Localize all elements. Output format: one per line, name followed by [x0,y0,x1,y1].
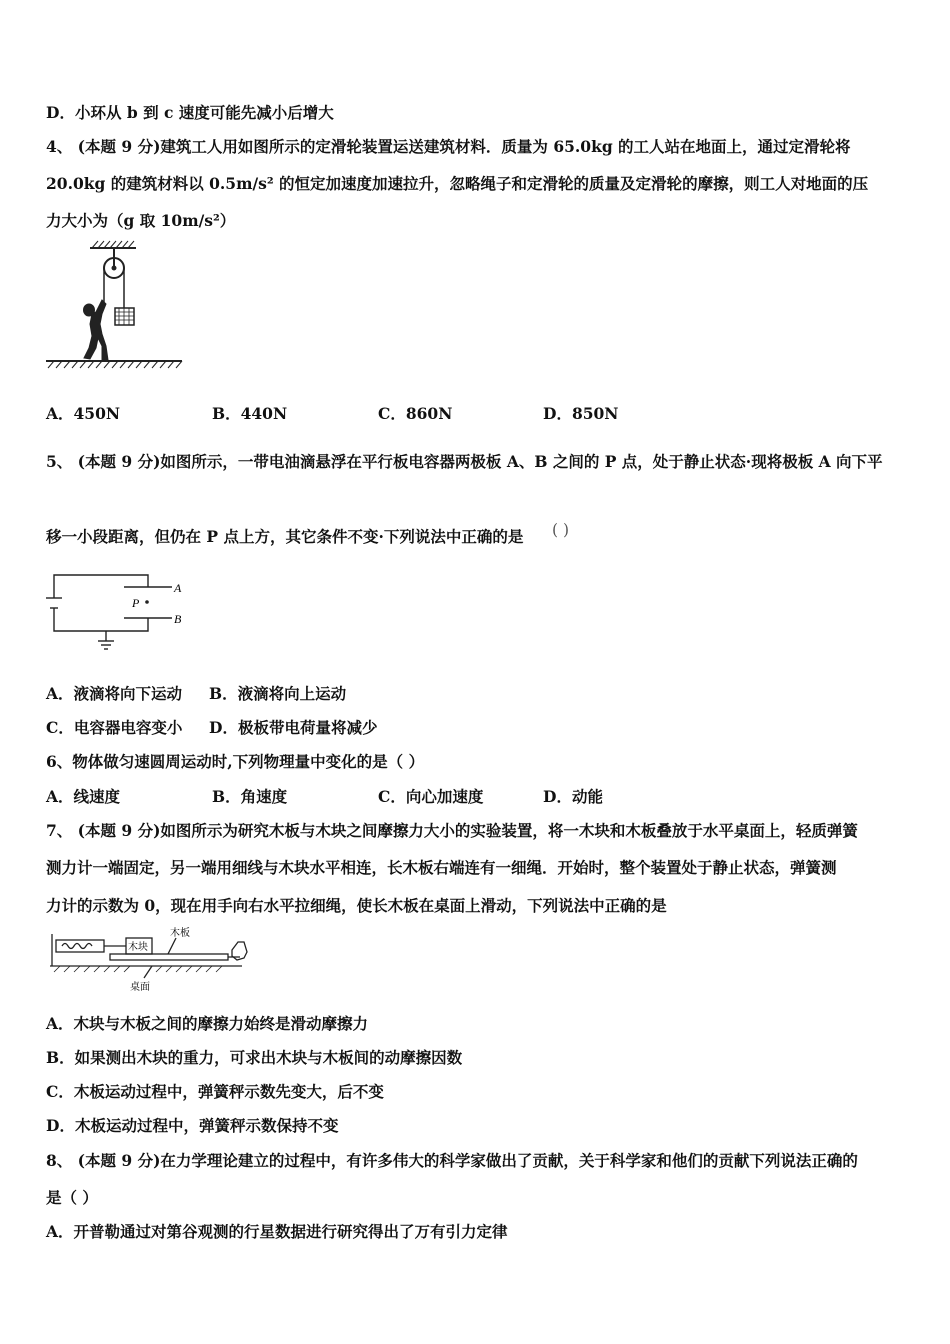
friction-experiment-figure [46,926,250,996]
q6-text-line1: 6、物体做匀速圆周运动时,下列物理量中变化的是（ ） [46,752,425,771]
q6-option-a: A．线速度 [46,787,121,806]
q4-option-b: B．440N [212,404,288,423]
q8-text-line1: 8、 (本题 9 分)在力学理论建立的过程中，有许多伟大的科学家做出了贡献，关于科学家和他们的贡献下列说法正确的 [46,1151,858,1170]
q7-option-a: A．木块与木板之间的摩擦力始终是滑动摩擦力 [46,1014,369,1033]
fig-label-board: 木板 [170,928,190,939]
q6-option-c: C．向心加速度 [378,787,484,806]
q4-text-line2: 20.0kg 的建筑材料以 0.5m/s² 的恒定加速度加速拉升，忽略绳子和定滑轮的质量及定滑轮的摩擦，则工人对地面的压 [46,174,869,193]
fig-label-b: B [174,612,182,626]
q4-option-c: C．860N [378,404,453,423]
fig-label-block: 木块 [128,942,148,953]
q4-option-d: D．850N [543,404,619,423]
fig-label-desk: 桌面 [130,982,150,993]
q5-option-c: C．电容器电容变小 [46,718,183,737]
capacitor-figure [44,570,194,656]
q4-option-a: A．450N [46,404,121,423]
q7-option-b: B．如果测出木块的重力，可求出木块与木板间的动摩擦因数 [46,1048,463,1067]
q4-text-line3: 力大小为（g 取 10m/s²） [46,211,236,230]
q5-text-line2: 移一小段距离，但仍在 P 点上方，其它条件不变·下列说法中正确的是 [46,527,524,546]
q7-text-line1: 7、 (本题 9 分)如图所示为研究木板与木块之间摩擦力大小的实验装置，将一木块和木板叠放于水平桌面上，轻质弹簧 [46,821,858,840]
q3-option-d: D．小环从 b 到 c 速度可能先减小后增大 [46,103,334,122]
q8-text-line2: 是（ ） [46,1188,98,1207]
q6-option-b: B．角速度 [212,787,288,806]
q7-option-d: D．木板运动过程中，弹簧秤示数保持不变 [46,1116,339,1135]
q4-text-line1: 4、 (本题 9 分)建筑工人用如图所示的定滑轮装置运送建筑材料．质量为 65.0kg 的工人站在地面上，通过定滑轮将 [46,137,851,156]
q5-option-d: D．极板带电荷量将减少 [209,718,378,737]
q7-option-c: C．木板运动过程中，弹簧秤示数先变大，后不变 [46,1082,384,1101]
q7-text-line2: 测力计一端固定，另一端用细线与木块水平相连，长木板右端连有一细绳．开始时，整个装置处于静止状态，弹簧测 [46,858,837,877]
q5-text-line1: 5、 (本题 9 分)如图所示，一带电油滴悬浮在平行板电容器两极板 A、B 之间的 P 点，处于静止状态·现将极板 A 向下平 [46,452,883,471]
fig-label-p: P [132,596,140,610]
q5-option-a: A．液滴将向下运动 [46,684,183,703]
q5-answer-bracket: ( ) [552,521,570,539]
q7-text-line3: 力计的示数为 0，现在用手向右水平拉细绳，使长木板在桌面上滑动，下列说法中正确的是 [46,896,667,915]
q6-option-d: D．动能 [543,787,603,806]
q5-option-b: B．液滴将向上运动 [209,684,347,703]
q8-option-a: A．开普勒通过对第谷观测的行星数据进行研究得出了万有引力定律 [46,1222,508,1241]
fig-label-a: A [174,581,182,595]
pulley-figure [44,238,184,372]
